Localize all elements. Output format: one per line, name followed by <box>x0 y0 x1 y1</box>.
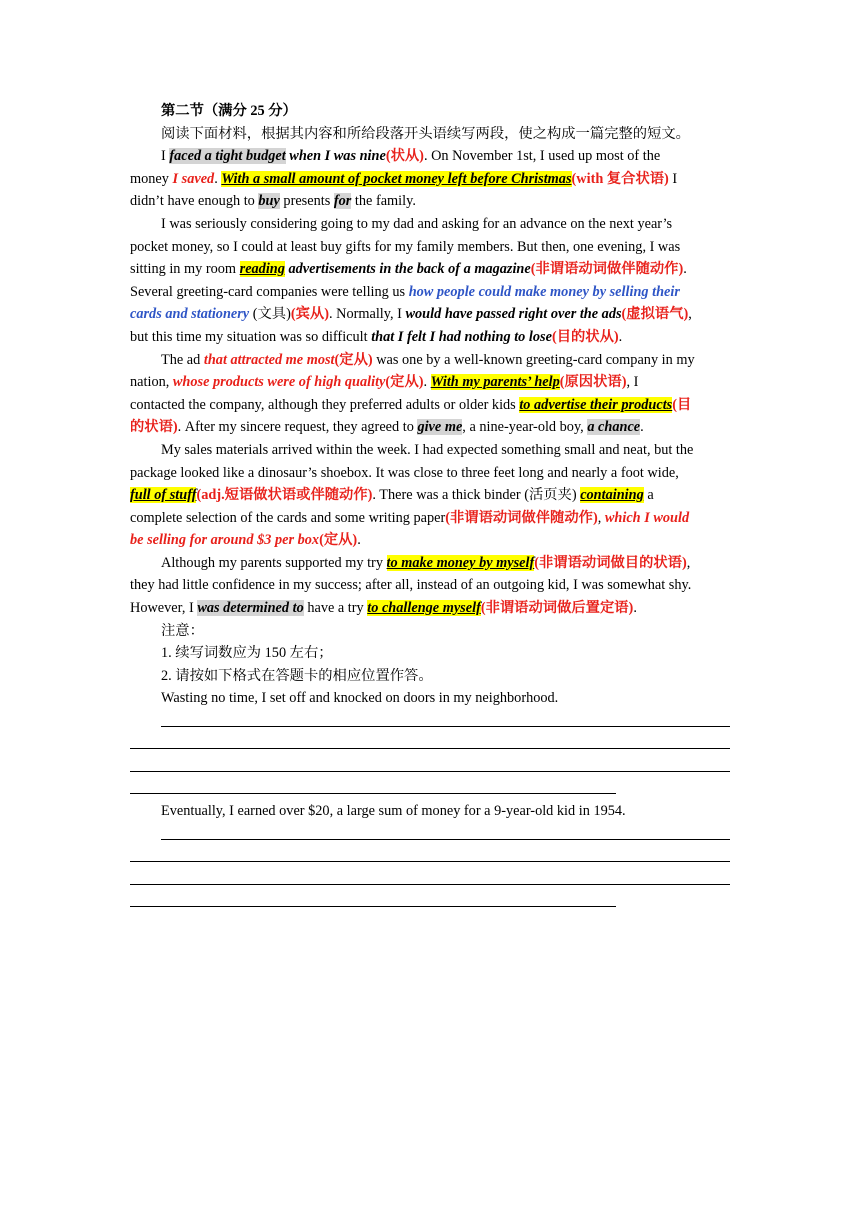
gray-highlight: faced a tight budget <box>169 148 286 165</box>
text-line <box>130 213 730 236</box>
emphasized-text: that I felt I had nothing to lose <box>371 328 552 345</box>
text-line <box>130 303 730 326</box>
blue-phrase: cards and stationery <box>130 306 250 323</box>
text-line <box>130 326 730 349</box>
highlighted-phrase: full of stuff <box>130 487 197 504</box>
red-phrase: be selling for around $3 per box <box>130 532 320 549</box>
text-run: , <box>688 306 692 323</box>
text-line <box>130 168 730 191</box>
answer-line[interactable] <box>130 710 730 733</box>
text-run: , a nine-year-old boy, <box>462 419 588 436</box>
text-run: . <box>683 261 687 278</box>
text-run: . There was a thick binder (活页夹) <box>372 487 581 504</box>
grammar-note: (定从) <box>334 351 373 368</box>
text-run: . <box>214 170 222 187</box>
text-run: a <box>643 487 654 504</box>
highlighted-phrase: to make money by myself <box>386 554 535 571</box>
text-line <box>130 394 730 417</box>
gray-highlight: was determined to <box>197 600 304 617</box>
paragraph-start-1: Wasting no time, I set off and knocked on doors in my neighborhood. <box>161 690 559 707</box>
answer-line[interactable] <box>130 891 730 914</box>
text-line <box>130 439 730 462</box>
text-run: I <box>161 148 170 165</box>
note-item: 2. 请按如下格式在答题卡的相应位置作答。 <box>161 667 433 684</box>
notes-title: 注意： <box>161 622 204 639</box>
highlighted-phrase: reading <box>239 261 285 278</box>
red-phrase: that attracted me most <box>203 351 335 368</box>
emphasized-text: advertisements in the back of a magazine <box>284 261 531 278</box>
grammar-note: (with 复合状语) <box>571 170 669 187</box>
answer-line[interactable] <box>130 868 730 891</box>
grammar-note: (定从) <box>319 532 358 549</box>
text-line <box>130 371 730 394</box>
text-line <box>130 597 730 620</box>
text-run: However, I <box>130 600 198 617</box>
gray-highlight: buy <box>258 193 280 210</box>
text-run: . <box>357 532 361 549</box>
gray-highlight: for <box>333 193 352 210</box>
red-phrase: which I would <box>604 509 690 526</box>
text-run: The ad <box>161 351 204 368</box>
gray-highlight: give me <box>417 419 463 436</box>
text-run: , <box>597 509 605 526</box>
answer-line[interactable] <box>130 778 730 801</box>
text-run: I was seriously considering going to my dad and asking for an advance on the next year’s <box>161 215 673 232</box>
text-run: complete selection of the cards and some writing paper <box>130 509 446 526</box>
text-run: money <box>130 170 173 187</box>
text-run: didn’t have enough to <box>130 193 259 210</box>
grammar-note: (目 <box>672 396 692 413</box>
grammar-note: (非谓语动词做伴随动作) <box>530 261 684 278</box>
text-run: they had little confidence in my success; after all, instead of an outgoing kid, I was somewhat shy. <box>130 577 692 594</box>
highlighted-phrase: to challenge myself <box>367 600 481 617</box>
text-run: sitting in my room <box>130 261 240 278</box>
section-heading: 第二节（满分 25 分） <box>161 103 297 119</box>
answer-line[interactable] <box>130 823 730 846</box>
text-run: but this time my situation was so difficult <box>130 328 372 345</box>
red-phrase: I saved <box>172 170 215 187</box>
text-run: Although my parents supported my try <box>161 554 387 571</box>
text-run: Several greeting-card companies were telling us <box>130 283 409 300</box>
grammar-note: (非谓语动词做目的状语) <box>534 554 687 571</box>
text-run: was one by a well-known greeting-card company in my <box>372 351 695 368</box>
text-run: pocket money, so I could at least buy gifts for my family members. But then, one evening, I was <box>130 238 681 255</box>
text-run: I <box>668 170 678 187</box>
grammar-note: (非谓语动词做伴随动作) <box>445 509 598 526</box>
text-line <box>130 236 730 259</box>
text-line <box>130 507 730 530</box>
grammar-note: 的状语) <box>130 419 178 436</box>
grammar-note: (虚拟语气) <box>621 306 689 323</box>
grammar-note: (定从) <box>385 374 424 391</box>
grammar-note: (adj.短语做状语或伴随动作) <box>196 487 373 504</box>
text-run: package looked like a dinosaur’s shoebox. It was close to three feet long and nearly a foot wide, <box>130 464 679 481</box>
text-run: . <box>618 328 623 345</box>
passage <box>130 145 730 619</box>
text-line <box>130 462 730 485</box>
gray-highlight: a chance <box>587 419 641 436</box>
text-run: have a try <box>303 600 368 617</box>
grammar-note: (目的状从) <box>551 328 619 345</box>
paragraph-start-2: Eventually, I earned over $20, a large sum of money for a 9-year-old kid in 1954. <box>161 803 626 820</box>
grammar-note: (非谓语动词做后置定语) <box>480 600 634 617</box>
paragraph <box>130 349 730 439</box>
text-run: , I <box>626 374 639 391</box>
answer-line[interactable] <box>130 846 730 869</box>
instruction-text: 阅读下面材料，根据其内容和所给段落开头语续写两段，使之构成一篇完整的短文。 <box>161 125 690 142</box>
text-line <box>130 529 730 552</box>
red-phrase: whose products were of high quality <box>172 374 386 391</box>
highlighted-phrase: With my parents’ help <box>430 374 560 391</box>
paragraph <box>130 552 730 620</box>
text-run: . Normally, I <box>328 306 406 323</box>
text-line <box>130 552 730 575</box>
text-run: . <box>633 600 637 617</box>
text-run: . After my sincere request, they agreed to <box>177 419 418 436</box>
text-run: . <box>640 419 644 436</box>
grammar-note: (宾从) <box>290 306 329 323</box>
note-item: 1. 续写词数应为 150 左右； <box>161 645 333 662</box>
paragraph <box>130 145 730 213</box>
text-line <box>130 190 730 213</box>
emphasized-text: when I was nine <box>285 148 386 165</box>
text-line <box>130 258 730 281</box>
emphasized-text: would have passed right over the ads <box>405 306 622 323</box>
paragraph <box>130 213 730 349</box>
text-run: My sales materials arrived within the week. I had expected something small and neat, but the <box>161 441 694 458</box>
grammar-note: (原因状语) <box>559 374 627 391</box>
text-run: nation, <box>130 374 173 391</box>
text-run: presents <box>279 193 334 210</box>
text-run: . <box>423 374 431 391</box>
paragraph <box>130 439 730 552</box>
text-line <box>130 145 730 168</box>
text-run: contacted the company, although they preferred adults or older kids <box>130 396 520 413</box>
blue-phrase: how people could make money by selling their <box>408 283 680 300</box>
highlighted-phrase: containing <box>580 487 644 504</box>
text-line <box>130 484 730 507</box>
text-run: the family. <box>351 193 416 210</box>
text-run: . On November 1st, I used up most of the <box>423 148 661 165</box>
document-page <box>130 100 730 913</box>
answer-line[interactable] <box>130 733 730 756</box>
highlighted-phrase: to advertise their products <box>519 396 673 413</box>
text-line <box>130 281 730 304</box>
text-run: (文具) <box>249 306 291 323</box>
text-line <box>130 574 730 597</box>
text-line <box>130 349 730 372</box>
text-run: , <box>686 554 691 571</box>
text-line <box>130 416 730 439</box>
highlighted-phrase: With a small amount of pocket money left before Christmas <box>221 170 572 187</box>
grammar-note: (状从) <box>385 148 424 165</box>
answer-line[interactable] <box>130 755 730 778</box>
